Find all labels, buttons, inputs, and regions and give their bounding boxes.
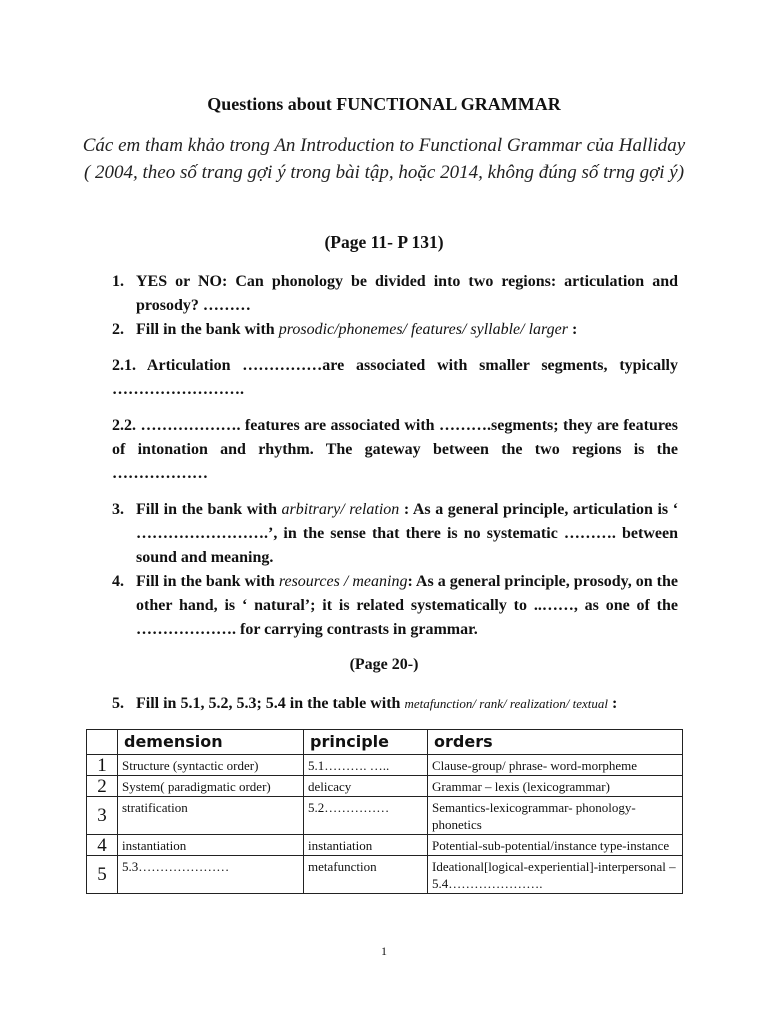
row-number: 1	[87, 755, 118, 776]
question-4: 4. Fill in the bank with resources / meaning: As a general principle, prosody, on the other hand, is ‘ natural’; it is related systematically to ..……, as one of the ………………. for carrying contrasts in grammar.	[112, 573, 679, 638]
question-5-tail: :	[611, 695, 618, 712]
question-2-2: 2.2. ………………. features are associated with ……….segments; they are features of intonation and rhythm. The gateway between the two regions is the ………………	[112, 417, 678, 482]
table-cell: delicacy	[304, 776, 428, 797]
table-cell: 5.3…………………	[118, 856, 304, 894]
question-1: 1. YES or NO: Can phonology be divided into two regions: articulation and prosody? ………	[112, 273, 678, 314]
table-cell: 5.1………. …..	[304, 755, 428, 776]
row-number: 4	[87, 835, 118, 856]
table-cell: Potential-sub-potential/instance type-instance	[428, 835, 683, 856]
table-cell: System( paradigmatic order)	[118, 776, 304, 797]
table-cell: 5.2……………	[304, 797, 428, 835]
question-5: 5. Fill in 5.1, 5.2, 5.3; 5.4 in the table with metafunction/ rank/ realization/ textual :	[112, 695, 618, 712]
table-cell: stratification	[118, 797, 304, 835]
page-number: 1	[381, 944, 387, 958]
row-number: 2	[87, 776, 118, 797]
table-header-row	[87, 730, 683, 755]
table-header-cell: demension	[118, 730, 304, 755]
table-row	[87, 835, 683, 856]
table-cell: Clause-group/ phrase- word-morpheme	[428, 755, 683, 776]
dimensions-table	[86, 729, 683, 894]
question-3: 3. Fill in the bank with arbitrary/ relation : As a general principle, articulation is ‘ …………………….’, in the sense that there is no systematic ………. between sound and meaning.	[112, 501, 679, 566]
question-2: 2. Fill in the bank with prosodic/phonemes/ features/ syllable/ larger :	[112, 321, 578, 338]
page-reference: (Page 11- P 131)	[324, 232, 444, 252]
row-number: 3	[87, 797, 118, 835]
table-row	[87, 856, 683, 894]
table-row	[87, 755, 683, 776]
row-number: 5	[87, 856, 118, 894]
table-cell: Ideational[logical-experiential]-interpersonal – 5.4………………….	[428, 856, 683, 894]
table-cell: metafunction	[304, 856, 428, 894]
table-header-cell: principle	[304, 730, 428, 755]
table-cell: instantiation	[118, 835, 304, 856]
page-reference-2: (Page 20-)	[349, 656, 419, 673]
table-cell: Grammar – lexis (lexicogrammar)	[428, 776, 683, 797]
table-cell: Structure (syntactic order)	[118, 755, 304, 776]
table-cell: instantiation	[304, 835, 428, 856]
table-row	[87, 797, 683, 835]
table-cell: Semantics-lexicogrammar- phonology-phonetics	[428, 797, 683, 835]
intro-note: Các em tham khảo trong An Introduction to Functional Grammar của Halliday ( 2004, theo số trang gợi ý trong bài tập, hoặc 2014, không đúng số trng gợi ý)	[82, 135, 686, 183]
table-header-cell: orders	[428, 730, 683, 755]
page-title: Questions about FUNCTIONAL GRAMMAR	[207, 94, 561, 114]
table-header-cell	[87, 730, 118, 755]
table-row	[87, 776, 683, 797]
question-2-1: 2.1. Articulation ……………are associated with smaller segments, typically …………………….	[112, 357, 678, 398]
